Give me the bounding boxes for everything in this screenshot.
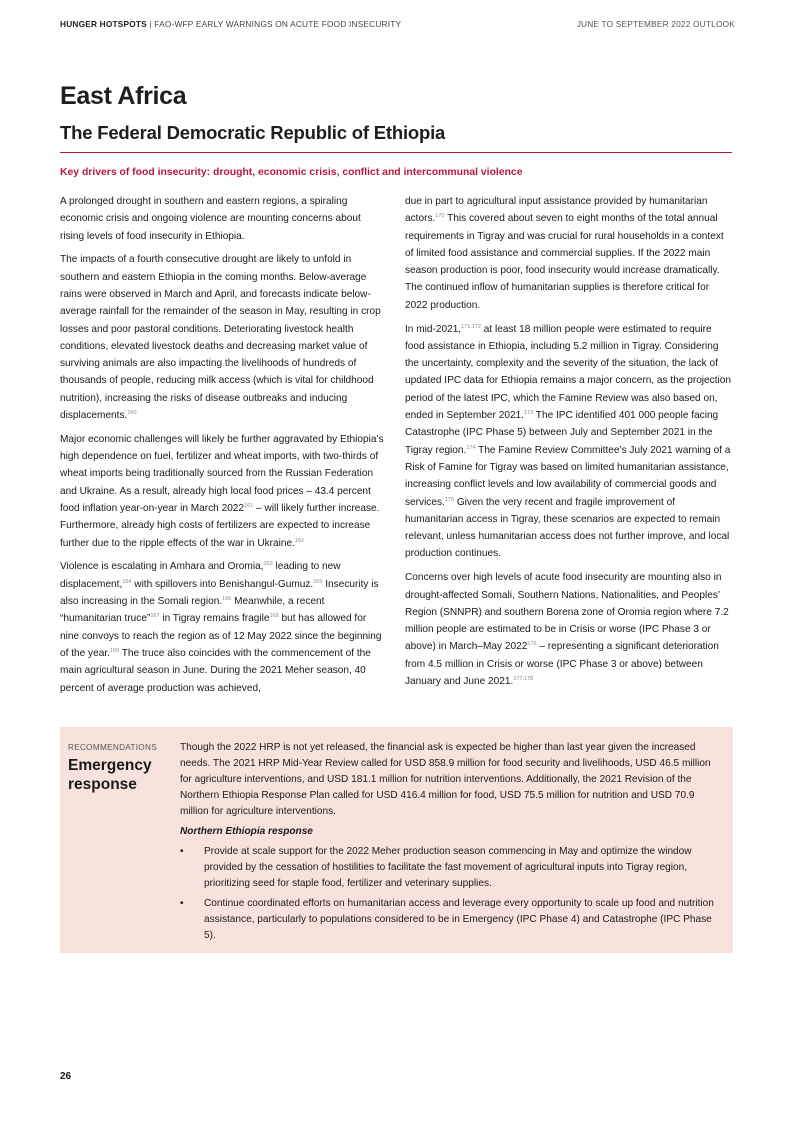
recommendations-subheading: Northern Ethiopia response: [180, 826, 313, 837]
header-separator: |: [146, 19, 155, 29]
country-title: The Federal Democratic Republic of Ethiopia: [60, 122, 446, 143]
footnote-ref: 167: [150, 613, 160, 620]
recommendations-list: [180, 844, 720, 944]
region-title: East Africa: [60, 82, 187, 110]
running-header-outlook: JUNE TO SEPTEMBER 2022 OUTLOOK: [576, 19, 735, 29]
recommendations-box: [60, 727, 733, 953]
list-item: • Continue coordinated efforts on humanitarian access and leverage every opportunity to scale up food and nutrition assistance, particularly to populations considered to be in Emergency (IPC Phase 4) and Catastrophe (IPC Phase 5).: [180, 898, 714, 941]
key-drivers-heading: Key drivers of food insecurity: drought, economic crisis, conflict and intercommunal violence: [60, 167, 523, 178]
footnote-ref: 164: [122, 578, 132, 585]
footnote-ref: 171,172: [461, 323, 481, 330]
running-header-left: [60, 19, 401, 29]
footnote-ref: 160: [127, 410, 137, 417]
recommendations-intro: Though the 2022 HRP is not yet released, the financial ask is expected be higher than last year given the increased needs. The 2021 HRP Mid-Year Review called for USD 858.9 million for food security and livelihoods, USD 46.5 million for agriculture interventions, and USD 181.1 million for nutrition interventions. Additionally, the 2021 Revision of the Northern Ethiopia Response Plan called for USD 416.4 million for food, USD 75.5 million for nutrition and USD 70.9 million for agriculture interventions.: [180, 742, 711, 817]
footnote-ref: 165: [313, 578, 323, 585]
paragraph-somali-snnpr: Concerns over high levels of acute food insecurity are mounting also in drought-affected Somali, Southern Nations, Nationalities, and Peoples’ Region (SNNPR) and southern Borena zone of Oromia region where 7.2 million people are estimated to be in Crisis or worse (IPC Phase 3 or above) in March–May 2022$^{176}$ – representing a significant deterioration from 4.5 million in Crisis or worse (IPC Phase 3 or above) between January and June 2021.$^{177,178}$: [405, 572, 729, 688]
body-column-left: [60, 193, 387, 703]
footnote-ref: 162: [294, 537, 305, 544]
list-item: • Provide at scale support for the 2022 Meher production season commencing in May and optimize the window provided by the cessation of hostilities to facilitate the fast movement of agricultural inputs into Tigray region, prioritizing seed for staple food, fertilizer and veterinary supplies.: [180, 846, 692, 889]
recommendations-content: [180, 740, 720, 948]
footnote-ref: 173: [523, 410, 534, 417]
footnote-ref: 177,178: [513, 676, 534, 683]
footnote-ref: 166: [222, 596, 232, 603]
page-number: 26: [60, 1071, 72, 1082]
footnote-ref: 169: [109, 647, 120, 654]
paragraph-economy: Major economic challenges will likely be further aggravated by Ethiopia’s high dependence on fuel, fertilizer and wheat imports, with two-thirds of wheat imports being traditionally sourced from the Russian Federation and Ukraine. As a result, already high local food prices – 43.4 percent food inflation year-on-year in March 2022$^{161}$ – will likely further increase. Furthermore, already high costs of fertilizers are expected to increase further due to the ripple effects of the war in Ukraine.$^{162}$: [60, 433, 384, 549]
header-subtitle: FAO-WFP EARLY WARNINGS ON ACUTE FOOD INSECURITY: [154, 19, 402, 29]
paragraph-intro: A prolonged drought in southern and eastern regions, a spiraling economic crisis and ongoing violence are mounting concerns about rising levels of food insecurity in Ethiopia.: [60, 196, 361, 242]
paragraph-violence: Violence is escalating in Amhara and Oromia,$^{163}$ leading to new displacement,$^{164}$ with spillovers into Benishangul-Gumuz.$^{165}$ Insecurity is also increasing in the Somali region.$^{166}$ Meanwhile, a recent “humanitarian truce”$^{167}$ in Tigray remains fragile$^{168}$ but has allowed for nine convoys to reach the region as of 12 May 2022 since the beginning of the year.$^{169}$ The truce also coincides with the commencement of the main agricultural season in June. During the 2021 Meher season, 40 percent of average production was achieved,: [60, 561, 382, 694]
recommendations-title: Emergency response: [68, 757, 152, 793]
body-column-right: [405, 193, 734, 697]
paragraph-drought: The impacts of a fourth consecutive drought are likely to unfold in southern and eastern Ethiopia in the coming months. Below-average rains were observed in March and April, and forecasts indicate below-average rainfall for the remainder of the season in May, resulting in crop losses and poor pastoral conditions. Deteriorating livestock health conditions, elevated livestock deaths and decreasing market value of surviving animals are also impacting the livelihoods of hundreds of thousands of people, reducing milk access (which is vital for childhood nutrition), increasing the risks of disease outbreaks and inducing displacements.$^{160}$: [60, 254, 381, 422]
footnote-ref: 176: [527, 641, 537, 648]
title-divider: [60, 152, 732, 153]
footnote-ref: 161: [244, 503, 254, 510]
footnote-ref: 163: [263, 561, 273, 568]
footnote-ref: 170: [435, 213, 445, 220]
recommendations-label: RECOMMENDATIONS: [68, 743, 157, 752]
footnote-ref: 174: [466, 444, 476, 451]
bullet-icon: •: [180, 846, 184, 857]
footnote-ref: 175: [444, 496, 455, 503]
bullet-icon: •: [180, 898, 184, 909]
header-brand: HUNGER HOTSPOTS: [60, 19, 147, 29]
paragraph-agri-assistance: due in part to agricultural input assistance provided by humanitarian actors.$^{170}$ This covered about seven to eight months of the total annual requirements in Tigray and was crucial for rural households in a context of limited food assistance and commercial supplies. If the 2022 main season production is poor, food insecurity would increase dramatically. The continued inflow of humanitarian supplies is therefore critical for 2022 production.: [405, 196, 724, 311]
footnote-ref: 168: [269, 613, 279, 620]
paragraph-ipc-tigray: In mid-2021,$^{171,172}$ at least 18 million people were estimated to require food assistance in Ethiopia, including 5.2 million in Tigray. Considering the uncertainty, complexity and the severity of the situation, the lack of updated IPC data for Ethiopia remains a major concern, as the projection period of the latest IPC, which the Famine Review was also based on, ended in September 2021.$^{173}$ The IPC identified 401 000 people facing Catastrophe (IPC Phase 5) between July and September 2021 in the Tigray region.$^{174}$ The Famine Review Committee’s July 2021 warning of a Risk of Famine for Tigray was based on limited humanitarian assistance, increasing conflict levels and low availability of commercial goods and services.$^{175}$ Given the very recent and fragile improvement of humanitarian access in Tigray, these scenarios are expected to remain relevant, unless humanitarian access does not further improve, and local production continues.: [405, 323, 731, 560]
